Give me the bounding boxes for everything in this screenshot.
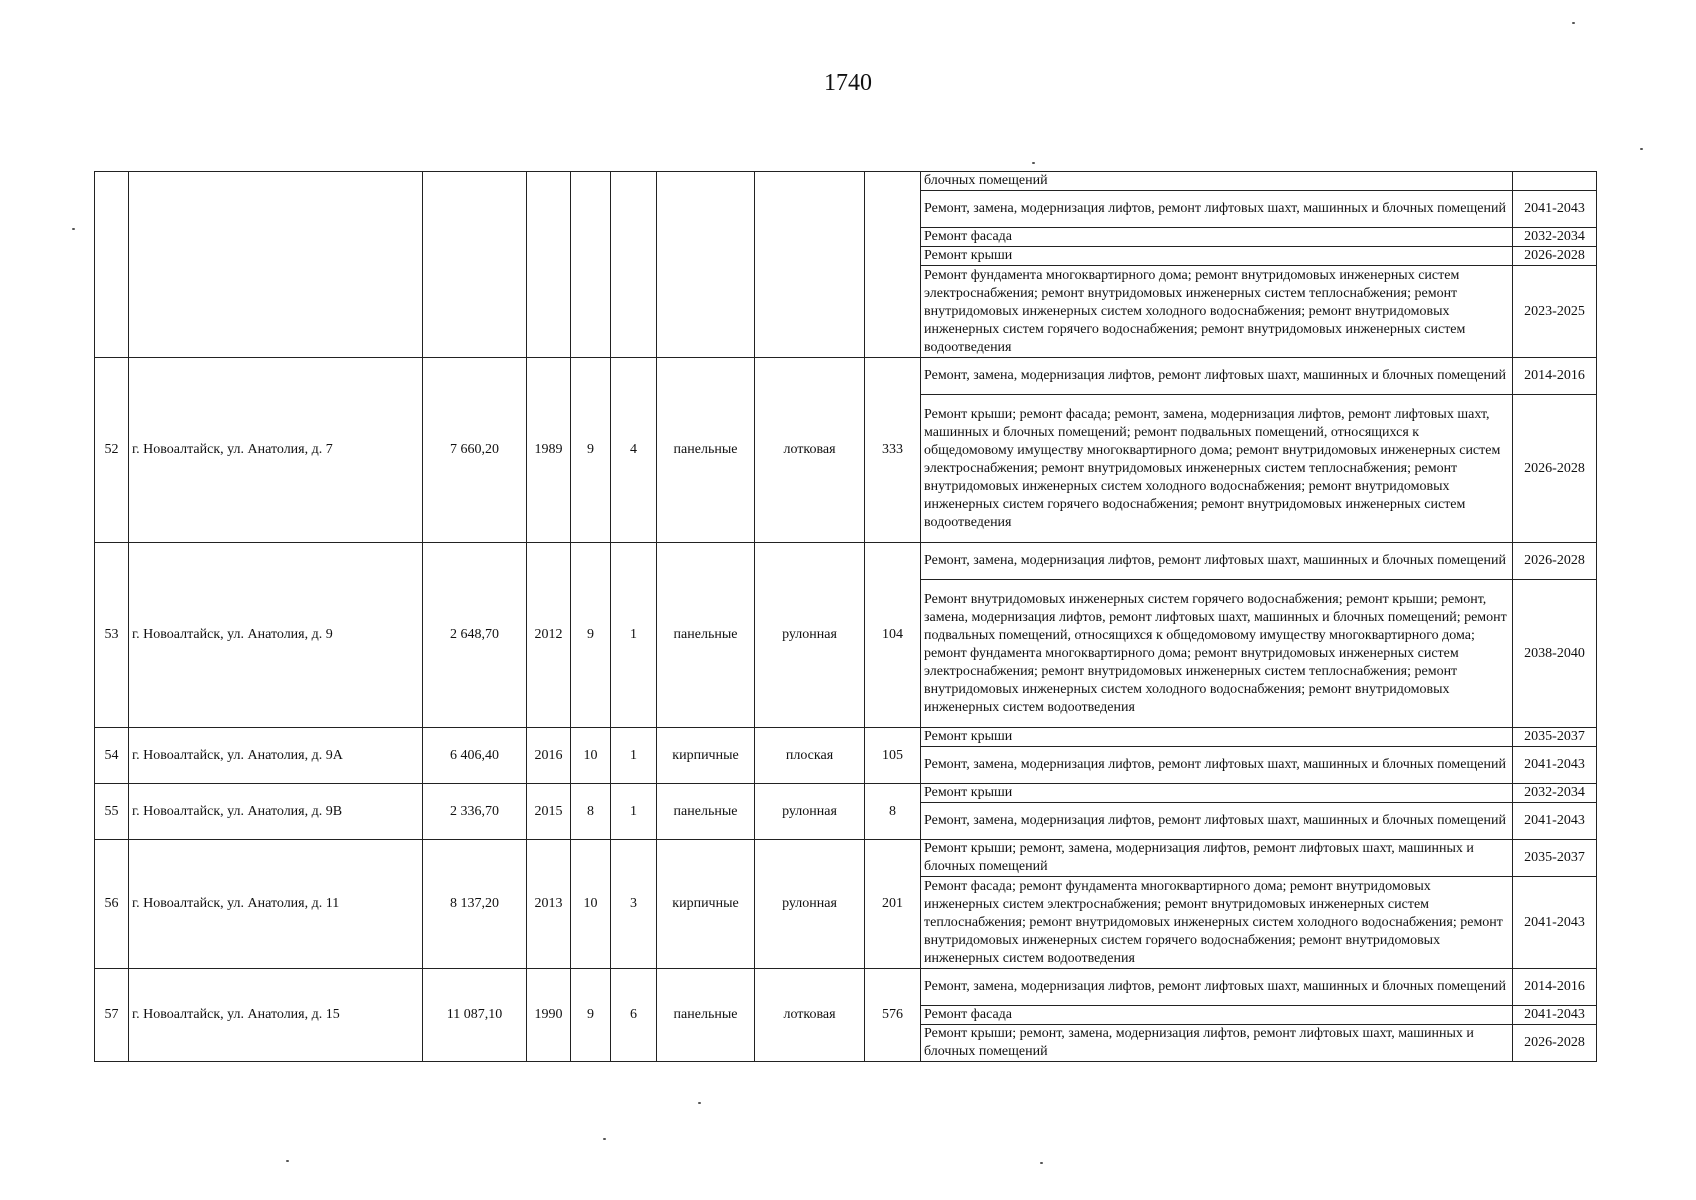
area-cell: 8 137,20 <box>423 840 527 969</box>
scan-speck <box>1040 1162 1043 1164</box>
year-cell: 2012 <box>527 543 571 728</box>
walls-cell: кирпичные <box>657 728 755 784</box>
roof-cell: плоская <box>755 728 865 784</box>
period-cell: 2041-2043 <box>1513 747 1597 784</box>
table-row <box>95 543 1597 580</box>
work-cell: Ремонт, замена, модернизация лифтов, ремонт лифтовых шахт, машинных и блочных помещений <box>921 969 1513 1006</box>
period-cell: 2014-2016 <box>1513 358 1597 395</box>
entrances-cell <box>611 172 657 358</box>
table-row <box>95 969 1597 1006</box>
work-cell: Ремонт фундамента многоквартирного дома; ремонт внутридомовых инженерных систем электроснабжения; ремонт внутридомовых инженерных систем теплоснабжения; ремонт внутридомовых инженерных систем холодного водоснабжения; ремонт внутридомовых инженерных систем горячего водоснабжения; ремонт внутридомовых инженерных систем водоотведения <box>921 266 1513 358</box>
area-cell: 7 660,20 <box>423 358 527 543</box>
work-cell: Ремонт, замена, модернизация лифтов, ремонт лифтовых шахт, машинных и блочных помещений <box>921 543 1513 580</box>
area-cell: 11 087,10 <box>423 969 527 1062</box>
table-row <box>95 728 1597 747</box>
address-cell: г. Новоалтайск, ул. Анатолия, д. 15 <box>129 969 423 1062</box>
period-cell: 2026-2028 <box>1513 395 1597 543</box>
floors-cell: 8 <box>571 784 611 840</box>
address-cell: г. Новоалтайск, ул. Анатолия, д. 9 <box>129 543 423 728</box>
year-cell: 1990 <box>527 969 571 1062</box>
area-cell: 2 648,70 <box>423 543 527 728</box>
work-cell: Ремонт крыши; ремонт фасада; ремонт, замена, модернизация лифтов, ремонт лифтовых шахт, машинных и блочных помещений; ремонт подвальных помещений, относящихся к общедомовому имуществу многоквартирного дома; ремонт внутридомовых инженерных систем электроснабжения; ремонт внутридомовых инженерных систем теплоснабжения; ремонт внутридомовых инженерных систем холодного водоснабжения; ремонт внутридомовых инженерных систем горячего водоснабжения; ремонт внутридомовых инженерных систем водоотведения <box>921 395 1513 543</box>
entrances-cell: 6 <box>611 969 657 1062</box>
period-cell: 2041-2043 <box>1513 877 1597 969</box>
work-cell: Ремонт фасада <box>921 1006 1513 1025</box>
num-cell: 54 <box>95 728 129 784</box>
period-cell: 2035-2037 <box>1513 728 1597 747</box>
walls-cell: панельные <box>657 969 755 1062</box>
residents-cell <box>865 172 921 358</box>
year-cell: 2015 <box>527 784 571 840</box>
area-cell: 2 336,70 <box>423 784 527 840</box>
roof-cell: рулонная <box>755 543 865 728</box>
scan-speck <box>603 1138 606 1140</box>
floors-cell: 9 <box>571 969 611 1062</box>
residents-cell: 201 <box>865 840 921 969</box>
work-cell: Ремонт, замена, модернизация лифтов, ремонт лифтовых шахт, машинных и блочных помещений <box>921 747 1513 784</box>
period-cell: 2041-2043 <box>1513 803 1597 840</box>
work-cell: Ремонт, замена, модернизация лифтов, ремонт лифтовых шахт, машинных и блочных помещений <box>921 358 1513 395</box>
floors-cell: 9 <box>571 358 611 543</box>
address-cell: г. Новоалтайск, ул. Анатолия, д. 11 <box>129 840 423 969</box>
roof-cell: лотковая <box>755 969 865 1062</box>
residents-cell: 104 <box>865 543 921 728</box>
year-cell <box>527 172 571 358</box>
table-row <box>95 358 1597 395</box>
residents-cell: 105 <box>865 728 921 784</box>
walls-cell: панельные <box>657 543 755 728</box>
residents-cell: 576 <box>865 969 921 1062</box>
entrances-cell: 4 <box>611 358 657 543</box>
period-cell: 2023-2025 <box>1513 266 1597 358</box>
residents-cell: 333 <box>865 358 921 543</box>
scan-speck <box>698 1102 701 1104</box>
year-cell: 1989 <box>527 358 571 543</box>
roof-cell: рулонная <box>755 840 865 969</box>
roof-cell: лотковая <box>755 358 865 543</box>
address-cell: г. Новоалтайск, ул. Анатолия, д. 7 <box>129 358 423 543</box>
period-cell: 2026-2028 <box>1513 247 1597 266</box>
work-cell: Ремонт внутридомовых инженерных систем горячего водоснабжения; ремонт крыши; ремонт, замена, модернизация лифтов, ремонт лифтовых шахт, машинных и блочных помещений; ремонт подвальных помещений, относящихся к общедомовому имуществу многоквартирного дома; ремонт фундамента многоквартирного дома; ремонт внутридомовых инженерных систем электроснабжения; ремонт внутридомовых инженерных систем теплоснабжения; ремонт внутридомовых инженерных систем холодного водоснабжения; ремонт внутридомовых инженерных систем водоотведения <box>921 580 1513 728</box>
period-cell: 2032-2034 <box>1513 784 1597 803</box>
entrances-cell: 1 <box>611 728 657 784</box>
work-cell: Ремонт крыши <box>921 728 1513 747</box>
residents-cell: 8 <box>865 784 921 840</box>
period-cell: 2041-2043 <box>1513 1006 1597 1025</box>
year-cell: 2013 <box>527 840 571 969</box>
walls-cell: панельные <box>657 784 755 840</box>
work-cell: Ремонт фасада <box>921 228 1513 247</box>
entrances-cell: 3 <box>611 840 657 969</box>
roof-cell: рулонная <box>755 784 865 840</box>
period-cell: 2041-2043 <box>1513 191 1597 228</box>
work-cell: Ремонт крыши <box>921 247 1513 266</box>
scan-speck <box>72 228 75 230</box>
address-cell: г. Новоалтайск, ул. Анатолия, д. 9А <box>129 728 423 784</box>
work-cell: Ремонт фасада; ремонт фундамента многоквартирного дома; ремонт внутридомовых инженерных систем электроснабжения; ремонт внутридомовых инженерных систем теплоснабжения; ремонт внутридомовых инженерных систем холодного водоснабжения; ремонт внутридомовых инженерных систем горячего водоснабжения; ремонт внутридомовых инженерных систем водоотведения <box>921 877 1513 969</box>
area-cell: 6 406,40 <box>423 728 527 784</box>
address-cell: г. Новоалтайск, ул. Анатолия, д. 9В <box>129 784 423 840</box>
table-row <box>95 840 1597 877</box>
scan-speck <box>286 1160 289 1162</box>
period-cell: 2026-2028 <box>1513 1025 1597 1062</box>
floors-cell: 10 <box>571 728 611 784</box>
work-cell: Ремонт крыши; ремонт, замена, модернизация лифтов, ремонт лифтовых шахт, машинных и блочных помещений <box>921 1025 1513 1062</box>
page-number: 1740 <box>824 70 872 96</box>
num-cell: 57 <box>95 969 129 1062</box>
floors-cell: 10 <box>571 840 611 969</box>
num-cell: 55 <box>95 784 129 840</box>
work-cell: Ремонт, замена, модернизация лифтов, ремонт лифтовых шахт, машинных и блочных помещений <box>921 191 1513 228</box>
table-row <box>95 172 1597 191</box>
address-cell <box>129 172 423 358</box>
num-cell: 53 <box>95 543 129 728</box>
scan-speck <box>1032 162 1035 164</box>
period-cell: 2032-2034 <box>1513 228 1597 247</box>
work-cell: Ремонт крыши; ремонт, замена, модернизация лифтов, ремонт лифтовых шахт, машинных и блочных помещений <box>921 840 1513 877</box>
table-row <box>95 784 1597 803</box>
year-cell: 2016 <box>527 728 571 784</box>
work-cell: Ремонт, замена, модернизация лифтов, ремонт лифтовых шахт, машинных и блочных помещений <box>921 803 1513 840</box>
num-cell: 52 <box>95 358 129 543</box>
num-cell <box>95 172 129 358</box>
entrances-cell: 1 <box>611 543 657 728</box>
num-cell: 56 <box>95 840 129 969</box>
scan-speck <box>1572 22 1575 24</box>
work-cell: блочных помещений <box>921 172 1513 191</box>
area-cell <box>423 172 527 358</box>
floors-cell: 9 <box>571 543 611 728</box>
roof-cell <box>755 172 865 358</box>
period-cell: 2038-2040 <box>1513 580 1597 728</box>
work-cell: Ремонт крыши <box>921 784 1513 803</box>
entrances-cell: 1 <box>611 784 657 840</box>
floors-cell <box>571 172 611 358</box>
period-cell: 2035-2037 <box>1513 840 1597 877</box>
period-cell: 2014-2016 <box>1513 969 1597 1006</box>
walls-cell: кирпичные <box>657 840 755 969</box>
period-cell: 2026-2028 <box>1513 543 1597 580</box>
scan-speck <box>1640 148 1643 150</box>
walls-cell: панельные <box>657 358 755 543</box>
period-cell <box>1513 172 1597 191</box>
walls-cell <box>657 172 755 358</box>
repair-schedule-table <box>94 171 1597 1062</box>
